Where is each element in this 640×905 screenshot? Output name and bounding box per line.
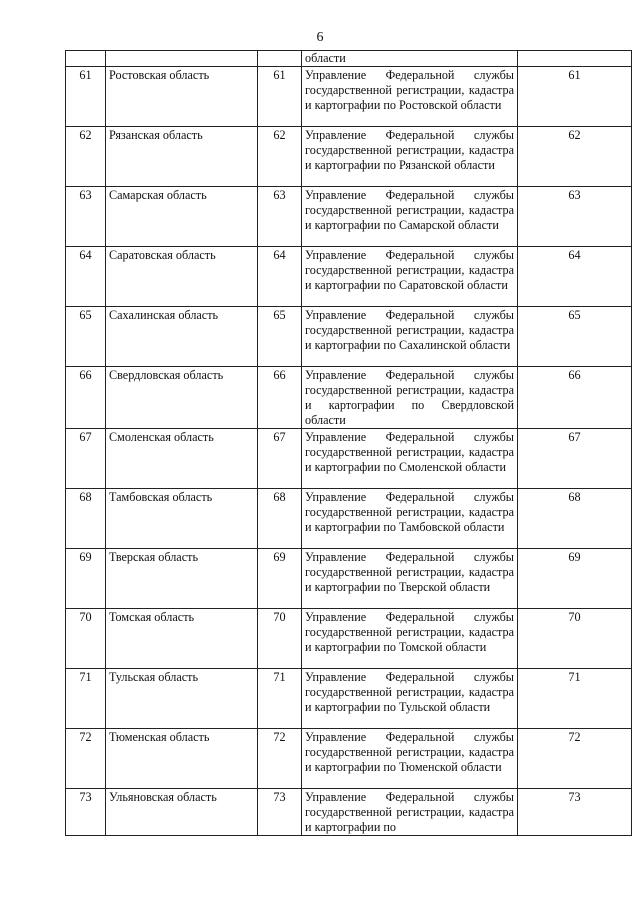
row-number-cell: 67 (66, 429, 106, 489)
row-number-cell: 71 (66, 669, 106, 729)
table-row (66, 247, 632, 307)
authority-code-cell: 61 (518, 67, 632, 127)
region-cell: Ростовская область (106, 67, 258, 127)
region-cell: Смоленская область (106, 429, 258, 489)
authority-cell: Управление Федеральной службы государственной регистрации, кадастра и картографии по Сахалинской области (302, 307, 518, 367)
region-code-cell: 69 (258, 549, 302, 609)
row-number-cell (66, 51, 106, 67)
table-row (66, 669, 632, 729)
region-code-cell: 63 (258, 187, 302, 247)
table-row (66, 307, 632, 367)
authority-code-cell: 70 (518, 609, 632, 669)
authority-code-cell: 63 (518, 187, 632, 247)
table-row (66, 127, 632, 187)
row-number-cell: 69 (66, 549, 106, 609)
row-number-cell: 63 (66, 187, 106, 247)
region-cell: Тамбовская область (106, 489, 258, 549)
authority-cell: Управление Федеральной службы государственной регистрации, кадастра и картографии по Смоленской области (302, 429, 518, 489)
authority-cell: Управление Федеральной службы государственной регистрации, кадастра и картографии по Рязанской области (302, 127, 518, 187)
table-row (66, 729, 632, 789)
table-row-continued (66, 51, 632, 67)
authority-cell: Управление Федеральной службы государственной регистрации, кадастра и картографии по Ростовской области (302, 67, 518, 127)
authority-code-cell: 67 (518, 429, 632, 489)
authority-cell: Управление Федеральной службы государственной регистрации, кадастра и картографии по (302, 789, 518, 836)
region-code-cell: 64 (258, 247, 302, 307)
authority-code-cell: 73 (518, 789, 632, 836)
table-row (66, 67, 632, 127)
row-number-cell: 73 (66, 789, 106, 836)
region-code-cell: 72 (258, 729, 302, 789)
authority-code-cell: 62 (518, 127, 632, 187)
region-code-cell: 66 (258, 367, 302, 429)
authority-code-cell: 71 (518, 669, 632, 729)
authority-cell: Управление Федеральной службы государственной регистрации, кадастра и картографии по Томской области (302, 609, 518, 669)
authority-cell: Управление Федеральной службы государственной регистрации, кадастра и картографии по Тамбовской области (302, 489, 518, 549)
row-number-cell: 64 (66, 247, 106, 307)
table-row (66, 489, 632, 549)
authority-cell: Управление Федеральной службы государственной регистрации, кадастра и картографии по Тверской области (302, 549, 518, 609)
region-code-cell: 71 (258, 669, 302, 729)
region-cell: Саратовская область (106, 247, 258, 307)
authority-code-cell: 65 (518, 307, 632, 367)
authority-code-cell: 64 (518, 247, 632, 307)
authority-code-cell: 72 (518, 729, 632, 789)
authority-cell: Управление Федеральной службы государственной регистрации, кадастра и картографии по Тюменской области (302, 729, 518, 789)
region-code-cell: 65 (258, 307, 302, 367)
table-row (66, 789, 632, 836)
authority-cell: Управление Федеральной службы государственной регистрации, кадастра и картографии по Свердловской области (302, 367, 518, 429)
row-number-cell: 61 (66, 67, 106, 127)
table-row (66, 367, 632, 429)
page-number: 6 (316, 30, 324, 45)
region-code-cell: 62 (258, 127, 302, 187)
region-code-cell: 61 (258, 67, 302, 127)
table-row (66, 187, 632, 247)
region-cell: Тульская область (106, 669, 258, 729)
table-row (66, 549, 632, 609)
region-cell: Сахалинская область (106, 307, 258, 367)
region-code-cell (258, 51, 302, 67)
region-cell: Ульяновская область (106, 789, 258, 836)
region-code-cell: 73 (258, 789, 302, 836)
row-number-cell: 72 (66, 729, 106, 789)
region-cell: Свердловская область (106, 367, 258, 429)
authority-code-cell: 66 (518, 367, 632, 429)
table-row (66, 429, 632, 489)
authority-cell: Управление Федеральной службы государственной регистрации, кадастра и картографии по Самарской области (302, 187, 518, 247)
authority-cell: Управление Федеральной службы государственной регистрации, кадастра и картографии по Саратовской области (302, 247, 518, 307)
row-number-cell: 68 (66, 489, 106, 549)
authority-code-cell (518, 51, 632, 67)
region-cell: Тюменская область (106, 729, 258, 789)
region-code-cell: 68 (258, 489, 302, 549)
authority-code-cell: 69 (518, 549, 632, 609)
authority-code-cell: 68 (518, 489, 632, 549)
region-cell: Рязанская область (106, 127, 258, 187)
authority-cell: Управление Федеральной службы государственной регистрации, кадастра и картографии по Тульской области (302, 669, 518, 729)
region-code-cell: 70 (258, 609, 302, 669)
region-cell: Томская область (106, 609, 258, 669)
region-code-cell: 67 (258, 429, 302, 489)
row-number-cell: 70 (66, 609, 106, 669)
table-row (66, 609, 632, 669)
row-number-cell: 62 (66, 127, 106, 187)
authority-cell: области (302, 51, 518, 67)
region-cell: Самарская область (106, 187, 258, 247)
region-cell (106, 51, 258, 67)
row-number-cell: 65 (66, 307, 106, 367)
region-cell: Тверская область (106, 549, 258, 609)
row-number-cell: 66 (66, 367, 106, 429)
registry-table (65, 50, 632, 836)
